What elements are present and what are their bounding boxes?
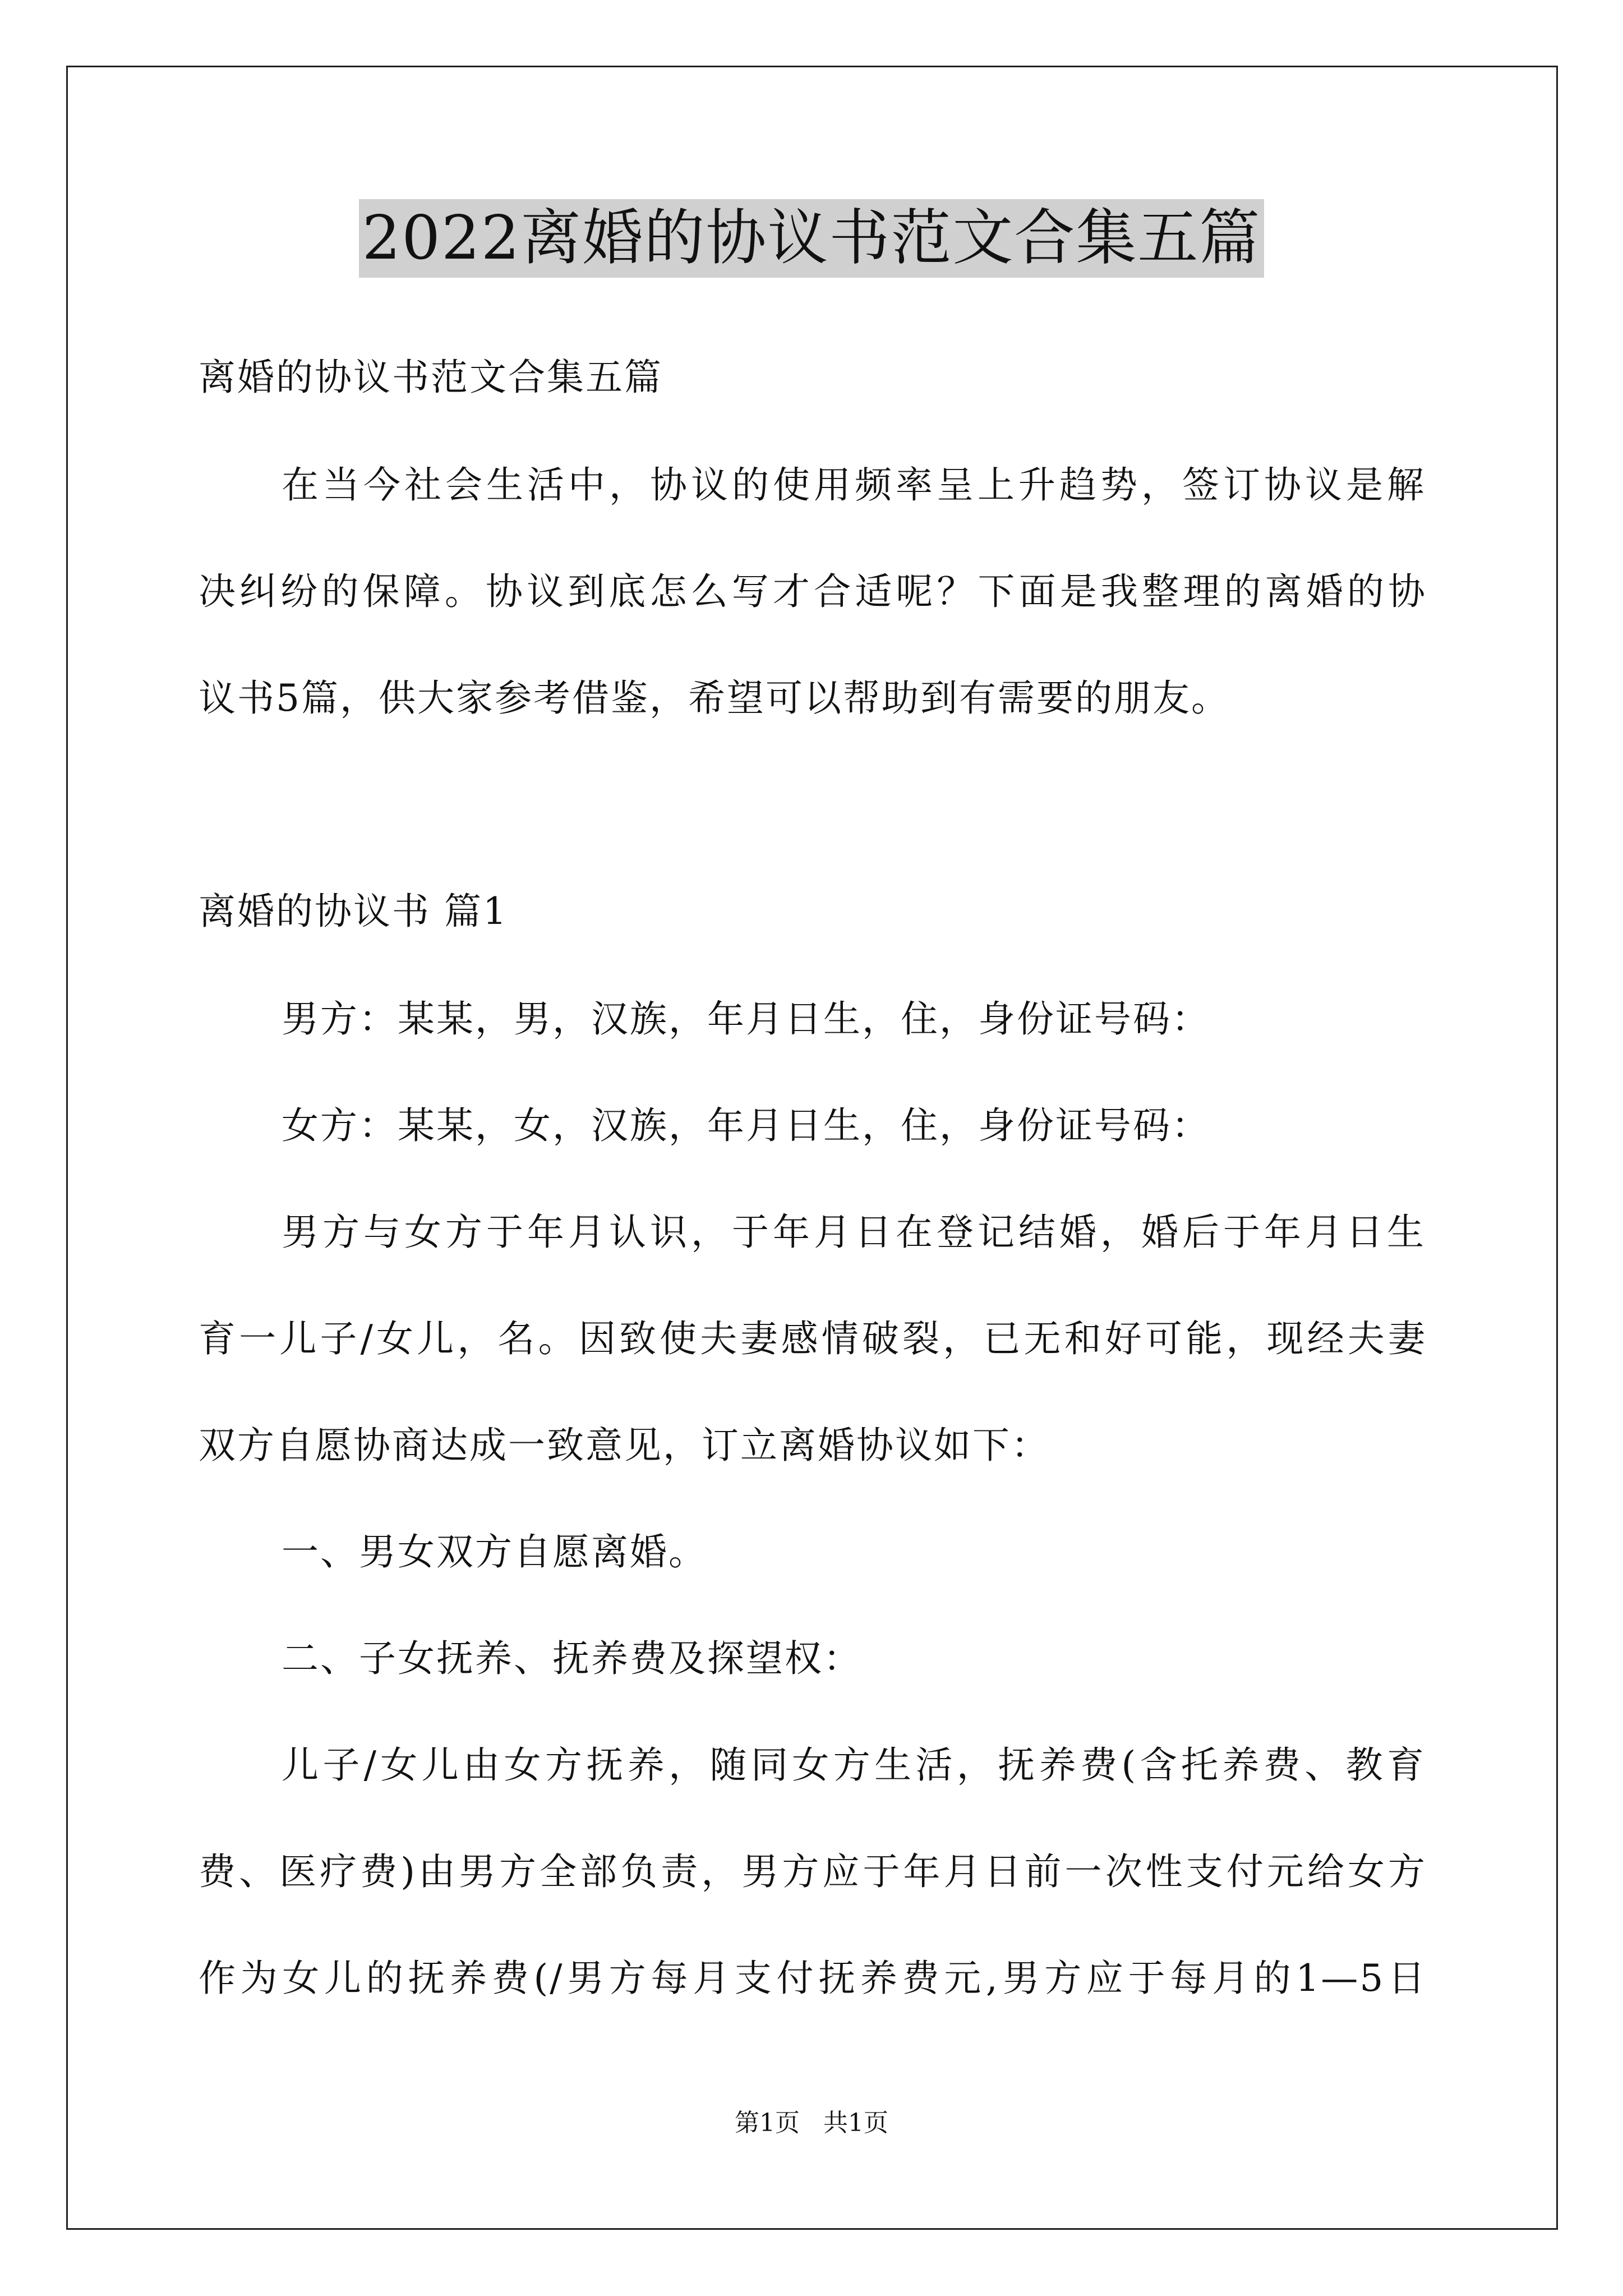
- paragraph-line: 议书5篇，供大家参考借鉴，希望可以帮助到有需要的朋友。: [199, 677, 1230, 720]
- paragraph-line: 二、子女抚养、抚养费及探望权：: [282, 1637, 862, 1680]
- paragraph-line: 决纠纷的保障。协议到底怎么写才合适呢？下面是我整理的离婚的协: [199, 570, 1427, 613]
- section-heading: 离婚的协议书 篇1: [199, 890, 508, 933]
- paragraph-line: 在当今社会生活中，协议的使用频率呈上升趋势，签订协议是解: [282, 463, 1426, 507]
- paragraph-line: 男方：某某，男，汉族，年月日生，住，身份证号码：: [282, 997, 1210, 1041]
- document-title: 2022离婚的协议书范文合集五篇: [359, 199, 1265, 278]
- title-container: [0, 199, 1623, 278]
- paragraph-line: 男方与女方于年月认识，于年月日在登记结婚，婚后于年月日生: [282, 1211, 1426, 1254]
- paragraph-line: 双方自愿协商达成一致意见，订立离婚协议如下：: [199, 1424, 1050, 1467]
- paragraph-line: 育一儿子/女儿，名。因致使夫妻感情破裂，已无和好可能，现经夫妻: [199, 1317, 1427, 1360]
- paragraph-line: 一、男女双方自愿离婚。: [282, 1530, 707, 1573]
- subtitle-line: 离婚的协议书范文合集五篇: [199, 356, 663, 399]
- paragraph-line: 女方：某某，女，汉族，年月日生，住，身份证号码：: [282, 1104, 1210, 1147]
- page-number: 第1页: [735, 2109, 800, 2137]
- paragraph-line: 作为女儿的抚养费(/男方每月支付抚养费元,男方应于每月的1—5日: [199, 1957, 1427, 2000]
- paragraph-line: 儿子/女儿由女方抚养，随同女方生活，抚养费(含托养费、教育: [282, 1743, 1426, 1787]
- paragraph-line: 费、医疗费)由男方全部负责，男方应于年月日前一次性支付元给女方: [199, 1850, 1427, 1893]
- page-footer: [0, 2106, 1623, 2140]
- page-total: 共1页: [823, 2109, 888, 2137]
